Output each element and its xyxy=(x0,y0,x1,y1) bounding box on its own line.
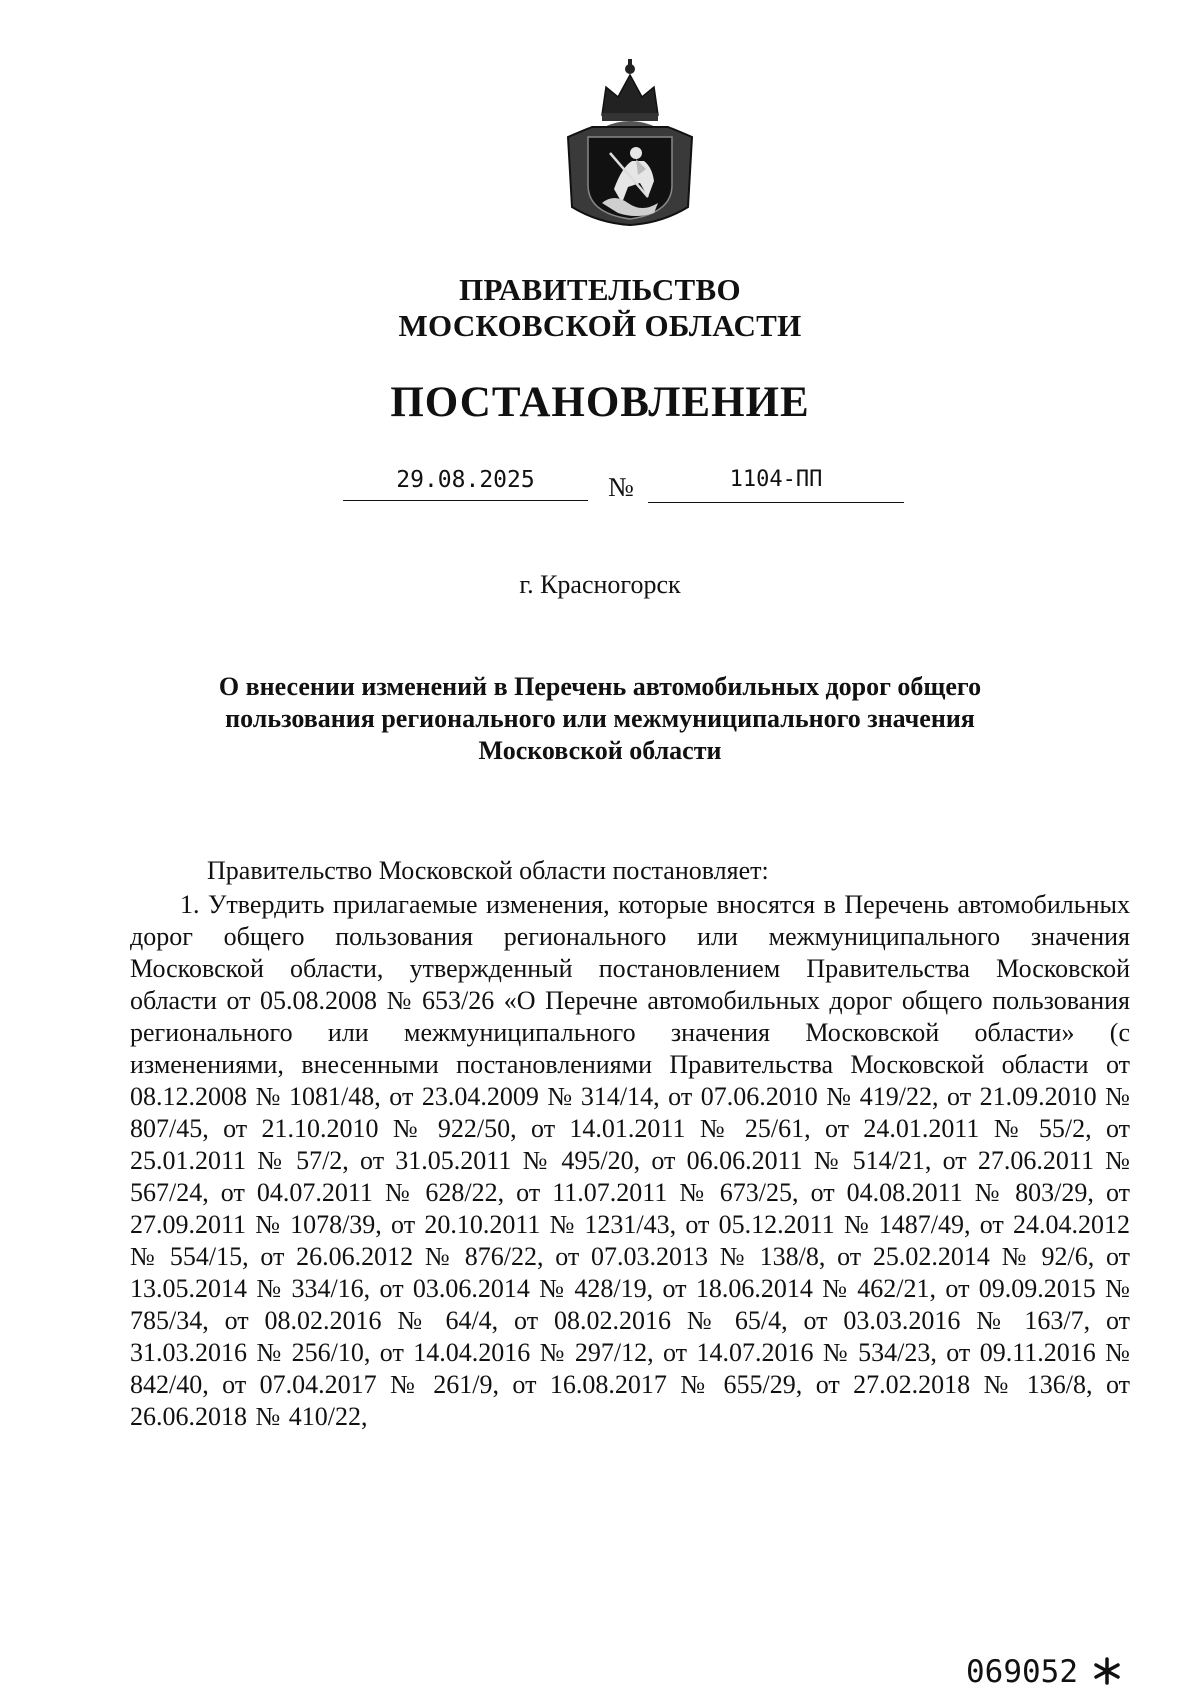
document-type-title: ПОСТАНОВЛЕНИЕ xyxy=(390,379,810,426)
organization-name-line-1: ПРАВИТЕЛЬСТВО xyxy=(459,272,741,307)
registration-number: 1104-ПП xyxy=(648,466,904,503)
city-name: г. Красногорск xyxy=(519,570,681,599)
paragraph-1: 1. Утвердить прилагаемые изменения, которые вносятся в Перечень автомобильных дорог общего пользования регионального или межмуниципального значения Московской области, утвержденный постановлением Правительства Московской области от 05.08.2008 № 653/26 «О Перечне автомобильных дорог общего пользования регионального или межмуниципального значения Московской области» (с изменениями, внесенными постановлениями Правительства Московской области от 08.12.2008 № 1081/48, от 23.04.2009 № 314/14, от 07.06.2010 № 419/22, от 21.09.2010 № 807/45, от 21.10.2010 № 922/50, от 14.01.2011 № 25/61, от 24.01.2011 № 55/2, от 25.01.2011 № 57/2, от 31.05.2011 № 495/20, от 06.06.2011 № 514/21, от 27.06.2011 № 567/24, от 04.07.2011 № 628/22, от 11.07.2011 № 673/25, от 04.08.2011 № 803/29, от 27.09.2011 № 1078/39, от 20.10.2011 № 1231/43, от 05.12.2011 № 1487/49, от 24.04.2012 № 554/15, от 26.06.2012 № 876/22, от 07.03.2013 № 138/8, от 25.02.2014 № 92/6, от 13.05.2014 № 334/16, от 03.06.2014 № 428/19, от 18.06.2014 № 462/21, от 09.09.2015 № 785/34, от 08.02.2016 № 64/4, от 08.02.2016 № 65/4, от 03.03.2016 № 163/7, от 31.03.2016 № 256/10, от 14.04.2016 № 297/12, от 14.07.2016 № 534/23, от 09.11.2016 № 842/40, от 07.04.2017 № 261/9, от 16.08.2017 № 655/29, от 27.02.2018 № 136/8, от 26.06.2018 № 410/22, xyxy=(130,890,1130,1431)
coat-of-arms-icon xyxy=(562,57,698,227)
document-body xyxy=(130,855,1130,1433)
registration-date: 29.08.2025 xyxy=(343,466,588,501)
preamble-paragraph: Правительство Московской области постановляет: xyxy=(207,856,769,885)
document-serial-code: 069052 xyxy=(966,1654,1078,1690)
asterisk-star-icon xyxy=(1092,1656,1122,1686)
number-sign: № xyxy=(608,472,634,502)
document-subject: О внесении изменений в Перечень автомобильных дорог общего пользования регионального или межмуниципального значения Московской области xyxy=(218,672,982,765)
organization-name-line-2: МОСКОВСКОЙ ОБЛАСТИ xyxy=(398,308,802,343)
